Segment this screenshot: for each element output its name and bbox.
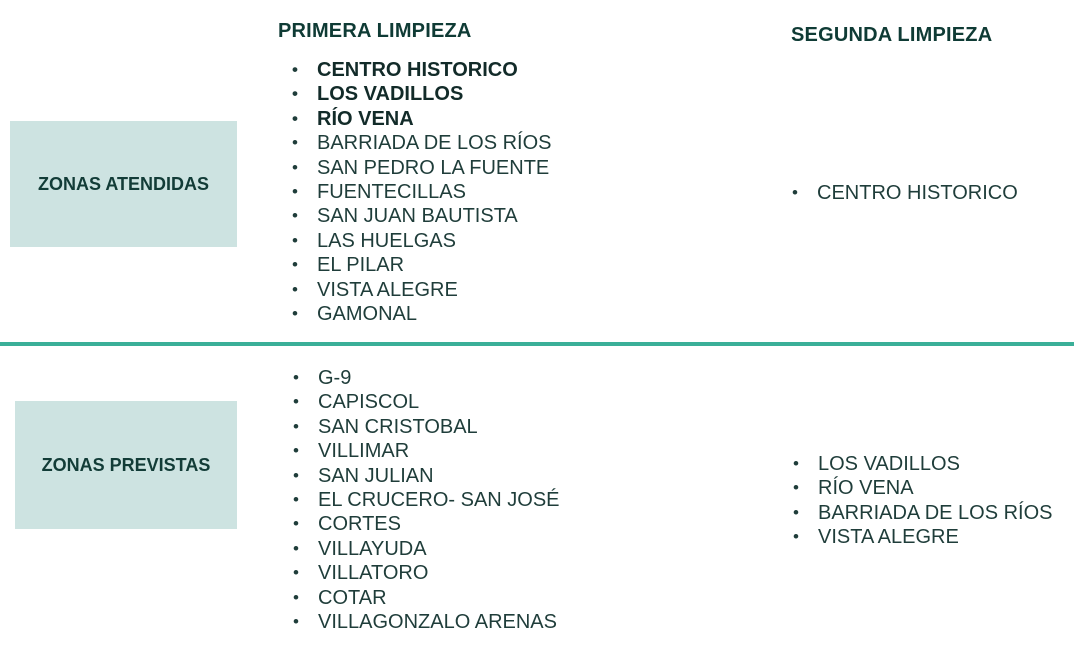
list-item: • VISTA ALEGRE — [292, 278, 552, 302]
list-item: • LOS VADILLOS — [292, 82, 552, 106]
list-item: • SAN JUAN BAUTISTA — [292, 204, 552, 228]
list-item: • VILLIMAR — [293, 439, 560, 463]
list-item: • VILLAGONZALO ARENAS — [293, 610, 560, 634]
list-item: • LOS VADILLOS — [793, 452, 1053, 476]
previstas-segunda-list — [793, 452, 1053, 550]
list-item: • SAN PEDRO LA FUENTE — [292, 156, 552, 180]
segunda-limpieza-heading: SEGUNDA LIMPIEZA — [791, 24, 993, 46]
list-item: • VILLAYUDA — [293, 537, 560, 561]
list-item: • RÍO VENA — [292, 107, 552, 131]
atendidas-segunda-list — [792, 181, 1018, 205]
list-item: • CAPISCOL — [293, 390, 560, 414]
list-item: • CENTRO HISTORICO — [292, 58, 552, 82]
zonas-atendidas-text: ZONAS ATENDIDAS — [38, 173, 209, 194]
zonas-previstas-text: ZONAS PREVISTAS — [41, 454, 211, 475]
list-item: • SAN JULIAN — [293, 464, 560, 488]
list-item: • BARRIADA DE LOS RÍOS — [793, 501, 1053, 525]
list-item: • FUENTECILLAS — [292, 180, 552, 204]
list-item: • G-9 — [293, 366, 560, 390]
list-item: • RÍO VENA — [793, 476, 1053, 500]
primera-limpieza-heading: PRIMERA LIMPIEZA — [278, 20, 472, 42]
list-item: • BARRIADA DE LOS RÍOS — [292, 131, 552, 155]
list-item: • CORTES — [293, 512, 560, 536]
list-item: • EL PILAR — [292, 253, 552, 277]
zonas-atendidas-label — [10, 121, 237, 247]
section-divider — [0, 342, 1074, 346]
list-item: • GAMONAL — [292, 302, 552, 326]
zonas-previstas-label — [15, 401, 237, 529]
list-item: • SAN CRISTOBAL — [293, 415, 560, 439]
list-item: • VISTA ALEGRE — [793, 525, 1053, 549]
list-item: • LAS HUELGAS — [292, 229, 552, 253]
list-item: • EL CRUCERO- SAN JOSÉ — [293, 488, 560, 512]
list-item: • CENTRO HISTORICO — [792, 181, 1018, 205]
list-item: • COTAR — [293, 586, 560, 610]
previstas-primera-list — [293, 366, 560, 634]
atendidas-primera-list — [292, 58, 552, 326]
list-item: • VILLATORO — [293, 561, 560, 585]
